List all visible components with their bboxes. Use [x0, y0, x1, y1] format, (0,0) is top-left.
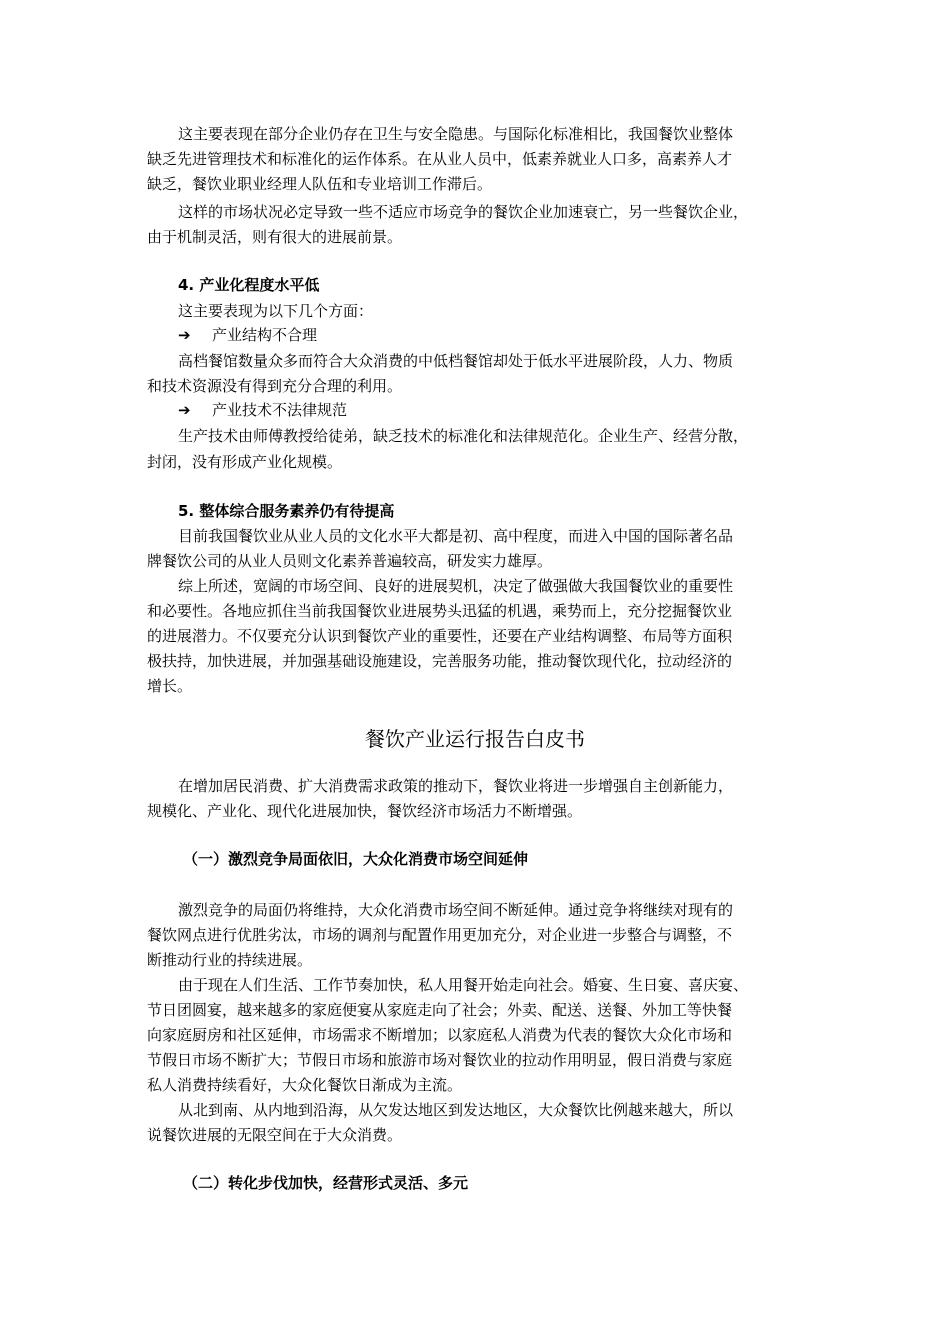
- paragraph-line: 由于现在人们生活、工作节奏加快，私人用餐开始走向社会。婚宴、生日宴、喜庆宴、: [178, 976, 749, 994]
- subsection-heading: （一）激烈竞争局面依旧，大众化消费市场空间延伸: [183, 850, 529, 868]
- paragraph-line: 向家庭厨房和社区延伸，市场需求不断增加；以家庭私人消费为代表的餐饮大众化市场和: [147, 1026, 733, 1044]
- paragraph-line: 封闭，没有形成产业化规模。: [147, 453, 343, 471]
- bullet-label: 产业结构不合理: [212, 326, 318, 344]
- paragraph-line: 生产技术由师傅教授给徒弟，缺乏技术的标准化和法律规范化。企业生产、经营分散，: [178, 427, 749, 445]
- paragraph-line: 缺乏，餐饮业职业经理人队伍和专业培训工作滞后。: [147, 175, 493, 193]
- paragraph-line: 缺乏先进管理技术和标准化的运作体系。在从业人员中，低素养就业人口多，高素养人才: [147, 150, 733, 168]
- paragraph-line: 高档餐馆数量众多而符合大众消费的中低档餐馆却处于低水平进展阶段，人力、物质: [178, 352, 734, 370]
- paragraph-line: 从北到南、从内地到沿海，从欠发达地区到发达地区，大众餐饮比例越来越大，所以: [178, 1101, 734, 1119]
- paragraph-line: 规模化、产业化、现代化进展加快，餐饮经济市场活力不断增强。: [147, 802, 583, 820]
- paragraph-line: 增长。: [147, 677, 193, 695]
- section-heading: 4. 产业化程度水平低: [178, 276, 320, 294]
- paragraph-line: 和必要性。各地应抓住当前我国餐饮业进展势头迅猛的机遇，乘势而上，充分挖掘餐饮业: [147, 602, 733, 620]
- paragraph-line: 私人消费持续看好，大众化餐饮日渐成为主流。: [147, 1076, 463, 1094]
- paragraph-line: 这主要表现在部分企业仍存在卫生与安全隐患。与国际化标准相比，我国餐饮业整体: [178, 125, 734, 143]
- paragraph-line: 节假日市场不断扩大；节假日市场和旅游市场对餐饮业的拉动作用明显，假日消费与家庭: [147, 1051, 733, 1069]
- paragraph-line: 极扶持，加快进展，并加强基础设施建设，完善服务功能，推动餐饮现代化，拉动经济的: [147, 652, 733, 670]
- paragraph-line: 由于机制灵活，则有很大的进展前景。: [147, 228, 403, 246]
- subsection-heading: （二）转化步伐加快，经营形式灵活、多元: [183, 1174, 469, 1192]
- section-heading: 5. 整体综合服务素养仍有待提高: [178, 502, 395, 520]
- paragraph-line: 节日团圆宴，越来越多的家庭便宴从家庭走向了社会；外卖、配送、送餐、外加工等快餐: [147, 1001, 733, 1019]
- paragraph-line: 餐饮网点进行优胜劣汰，市场的调剂与配置作用更加充分，对企业进一步整合与调整，不: [147, 926, 733, 944]
- paragraph-line: 激烈竞争的局面仍将维持，大众化消费市场空间不断延伸。通过竞争将继续对现有的: [178, 901, 734, 919]
- paragraph-line: 这样的市场状况必定导致一些不适应市场竞争的餐饮企业加速衰亡，另一些餐饮企业，: [178, 203, 749, 221]
- paragraph-line: 这主要表现为以下几个方面：: [178, 302, 374, 320]
- bullet-item: [178, 324, 317, 346]
- bullet-label: 产业技术不法律规范: [212, 401, 348, 419]
- paragraph-line: 的进展潜力。不仅要充分认识到餐饮产业的重要性，还要在产业结构调整、布局等方面积: [147, 627, 733, 645]
- paragraph-line: 综上所述，宽阔的市场空间、良好的进展契机，决定了做强做大我国餐饮业的重要性: [178, 577, 734, 595]
- paragraph-line: 牌餐饮公司的从业人员则文化素养普遍较高，研发实力雄厚。: [147, 552, 553, 570]
- paragraph-line: 说餐饮进展的无限空间在于大众消费。: [147, 1126, 403, 1144]
- paragraph-line: 在增加居民消费、扩大消费需求政策的推动下，餐饮业将进一步增强自主创新能力，: [178, 777, 734, 795]
- arrow-right-icon: ➔: [178, 326, 191, 344]
- arrow-right-icon: ➔: [178, 401, 191, 419]
- paragraph-line: 和技术资源没有得到充分合理的利用。: [147, 377, 403, 395]
- document-title: 餐饮产业运行报告白皮书: [365, 727, 585, 751]
- paragraph-line: 断推动行业的持续进展。: [147, 951, 313, 969]
- paragraph-line: 目前我国餐饮业从业人员的文化水平大都是初、高中程度，而进入中国的国际著名品: [178, 527, 734, 545]
- bullet-item: [178, 399, 347, 421]
